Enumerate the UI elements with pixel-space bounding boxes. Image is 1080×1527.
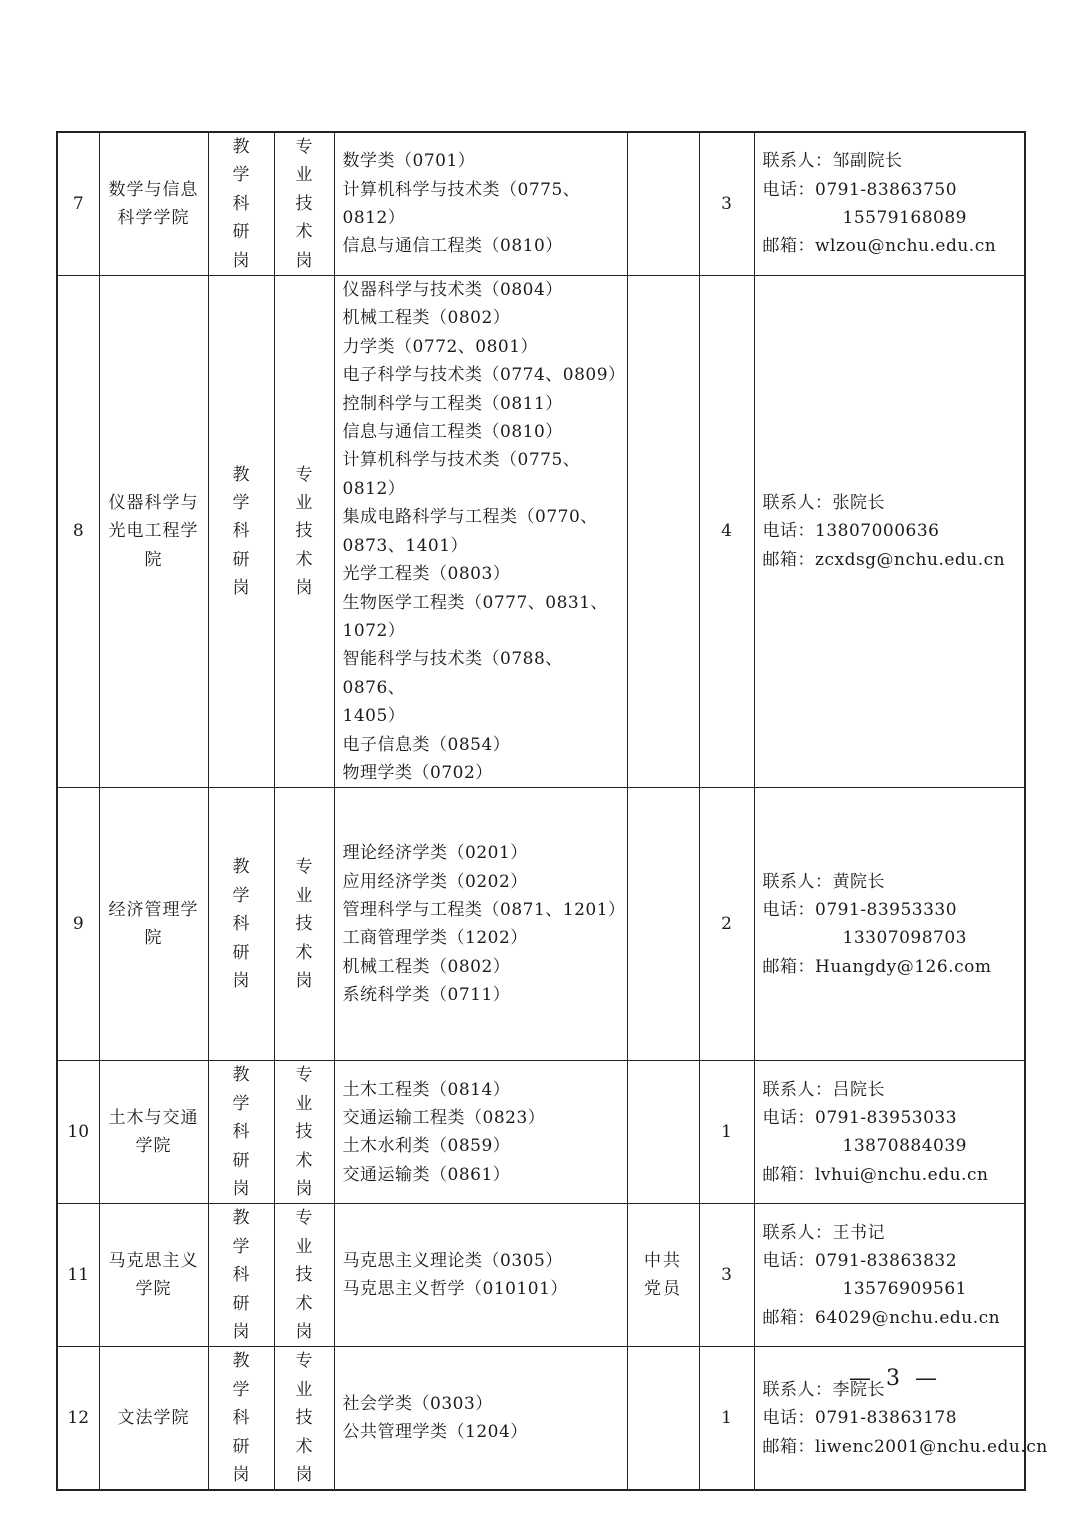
contact-email: 邮箱：zcxdsg@nchu.edu.cn	[762, 549, 1006, 570]
row-number: 8	[72, 521, 84, 542]
contact-phone-2: 13576909561	[842, 1279, 967, 1300]
major-item: 力学类（0772、0801）	[342, 336, 539, 357]
requirement-cell	[627, 1061, 699, 1204]
table-row	[57, 132, 1025, 276]
row-number-cell	[57, 1204, 99, 1347]
contact-phone-2: 15579168089	[842, 208, 967, 229]
major-item: 理论经济学类（0201）	[342, 843, 528, 864]
major-item: 土木工程类（0814）	[342, 1079, 511, 1100]
post-type: 教学科研岗	[232, 464, 250, 599]
major-item: 交通运输工程类（0823）	[342, 1107, 546, 1128]
requirement-cell	[627, 1204, 699, 1347]
major-item: 0873、1401）	[342, 535, 469, 556]
recruit-count: 4	[721, 521, 732, 542]
major-item: 马克思主义理论类（0305）	[342, 1250, 563, 1271]
row-number: 7	[72, 193, 84, 214]
recruit-count: 3	[721, 1265, 732, 1286]
major-item: 生物医学工程类（0777、0831、	[342, 592, 609, 613]
contact-cell	[754, 1061, 1025, 1204]
table-row	[57, 276, 1025, 788]
post-type: 教学科研岗	[232, 137, 250, 271]
major-item: 计算机科学与技术类（0775、0812）	[342, 179, 581, 229]
post-category-cell	[274, 1204, 334, 1347]
row-number: 10	[67, 1122, 90, 1143]
row-number: 11	[67, 1265, 90, 1286]
major-item: 控制科学与工程类（0811）	[342, 393, 563, 414]
major-item: 电子信息类（0854）	[342, 734, 511, 755]
contact-email: 邮箱：lvhui@nchu.edu.cn	[762, 1164, 989, 1185]
row-number-cell	[57, 132, 99, 276]
post-category-cell	[274, 132, 334, 276]
unit-name: 土木与交通学院	[108, 1107, 199, 1157]
major-item: 仪器科学与技术类（0804）	[342, 280, 563, 301]
recruit-count: 1	[721, 1122, 732, 1143]
contact-phone: 电话：0791-83863750	[762, 179, 958, 200]
contact-email: 邮箱：64029@nchu.edu.cn	[762, 1307, 1001, 1328]
major-item: 管理科学与工程类（0871、1201）	[342, 899, 626, 920]
table-row	[57, 788, 1025, 1061]
major-item: 信息与通信工程类（0810）	[342, 236, 563, 257]
contact-person: 联系人：王书记	[762, 1222, 885, 1243]
major-item: 土木水利类（0859）	[342, 1136, 511, 1157]
post-type-cell	[208, 1204, 274, 1347]
contact-email: 邮箱：wlzou@nchu.edu.cn	[762, 236, 997, 257]
count-cell	[699, 1204, 754, 1347]
page-number-text: — 3 —	[849, 1366, 941, 1391]
major-item: 1405）	[342, 706, 406, 727]
contact-person: 联系人：李院长	[762, 1379, 885, 1400]
recruit-count: 1	[721, 1408, 732, 1429]
majors-cell	[334, 1204, 627, 1347]
contact-cell	[754, 788, 1025, 1061]
post-type: 教学科研岗	[232, 1065, 250, 1199]
contact-email: 邮箱：liwenc2001@nchu.edu.cn	[762, 1436, 1048, 1457]
recruit-count: 2	[721, 914, 732, 935]
contact-cell	[754, 1204, 1025, 1347]
unit-cell	[99, 1061, 208, 1204]
requirement: 中共党员	[644, 1250, 682, 1300]
contact-cell	[754, 132, 1025, 276]
row-number-cell	[57, 1061, 99, 1204]
major-item: 电子科学与技术类（0774、0809）	[342, 365, 626, 386]
major-item: 数学类（0701）	[342, 151, 476, 172]
contact-person: 联系人：吕院长	[762, 1079, 885, 1100]
unit-name: 马克思主义学院	[108, 1250, 199, 1300]
major-item: 物理学类（0702）	[342, 762, 493, 783]
major-item: 信息与通信工程类（0810）	[342, 422, 563, 443]
row-number: 12	[67, 1408, 90, 1429]
unit-cell	[99, 132, 208, 276]
major-item: 应用经济学类（0202）	[342, 871, 528, 892]
major-item: 社会学类（0303）	[342, 1394, 493, 1415]
row-number: 9	[72, 914, 84, 935]
count-cell	[699, 132, 754, 276]
majors-cell	[334, 788, 627, 1061]
page-number	[0, 1366, 1080, 1391]
post-category-cell	[274, 276, 334, 788]
post-type: 教学科研岗	[232, 1351, 250, 1486]
row-number-cell	[57, 276, 99, 788]
contact-phone-2: 13307098703	[842, 928, 967, 949]
requirement-cell	[627, 132, 699, 276]
unit-cell	[99, 1204, 208, 1347]
contact-person: 联系人：邹副院长	[762, 151, 903, 172]
count-cell	[699, 788, 754, 1061]
contact-email: 邮箱：Huangdy@126.com	[762, 956, 992, 977]
recruitment-table	[56, 131, 1048, 1491]
major-item: 计算机科学与技术类（0775、0812）	[342, 450, 581, 499]
post-type-cell	[208, 132, 274, 276]
table-row	[57, 1204, 1025, 1347]
recruit-count: 3	[721, 193, 732, 214]
count-cell	[699, 1061, 754, 1204]
post-type: 教学科研岗	[232, 1208, 250, 1342]
major-item: 系统科学类（0711）	[342, 985, 511, 1006]
unit-name: 数学与信息科学学院	[108, 179, 199, 229]
major-item: 光学工程类（0803）	[342, 564, 511, 585]
contact-phone: 电话：13807000636	[762, 521, 940, 542]
majors-cell	[334, 132, 627, 276]
table-row	[57, 1061, 1025, 1204]
post-type: 教学科研岗	[232, 857, 250, 991]
post-category: 专业技术岗	[295, 1351, 313, 1486]
unit-cell	[99, 276, 208, 788]
contact-person: 联系人：黄院长	[762, 871, 885, 892]
requirement-cell	[627, 276, 699, 788]
major-item: 公共管理学类（1204）	[342, 1422, 528, 1443]
row-number-cell	[57, 788, 99, 1061]
major-item: 交通运输类（0861）	[342, 1164, 511, 1185]
major-item: 工商管理学类（1202）	[342, 928, 528, 949]
count-cell	[699, 276, 754, 788]
contact-person: 联系人：张院长	[762, 493, 885, 514]
major-item: 机械工程类（0802）	[342, 308, 511, 329]
major-item: 1072）	[342, 620, 406, 641]
unit-name: 仪器科学与光电工程学院	[108, 493, 199, 570]
requirement-cell	[627, 788, 699, 1061]
post-category: 专业技术岗	[295, 1208, 313, 1342]
post-category: 专业技术岗	[295, 857, 313, 991]
post-category: 专业技术岗	[295, 137, 313, 271]
major-item: 马克思主义哲学（010101）	[342, 1279, 568, 1300]
contact-phone: 电话：0791-83953033	[762, 1107, 958, 1128]
post-type-cell	[208, 1061, 274, 1204]
unit-name: 文法学院	[117, 1408, 190, 1429]
contact-phone: 电话：0791-83863178	[762, 1408, 958, 1429]
table-body	[57, 132, 1048, 1490]
majors-cell	[334, 276, 627, 788]
major-item: 智能科学与技术类（0788、0876、	[342, 649, 563, 698]
major-item: 集成电路科学与工程类（0770、	[342, 507, 598, 528]
unit-cell	[99, 788, 208, 1061]
contact-phone-2: 13870884039	[842, 1136, 967, 1157]
post-category: 专业技术岗	[295, 1065, 313, 1199]
post-category-cell	[274, 788, 334, 1061]
post-type-cell	[208, 276, 274, 788]
contact-phone: 电话：0791-83953330	[762, 899, 958, 920]
contact-cell	[754, 276, 1025, 788]
post-category-cell	[274, 1061, 334, 1204]
unit-name: 经济管理学院	[108, 899, 199, 949]
major-item: 机械工程类（0802）	[342, 956, 511, 977]
post-type-cell	[208, 788, 274, 1061]
post-category: 专业技术岗	[295, 464, 313, 599]
contact-phone: 电话：0791-83863832	[762, 1250, 958, 1271]
majors-cell	[334, 1061, 627, 1204]
